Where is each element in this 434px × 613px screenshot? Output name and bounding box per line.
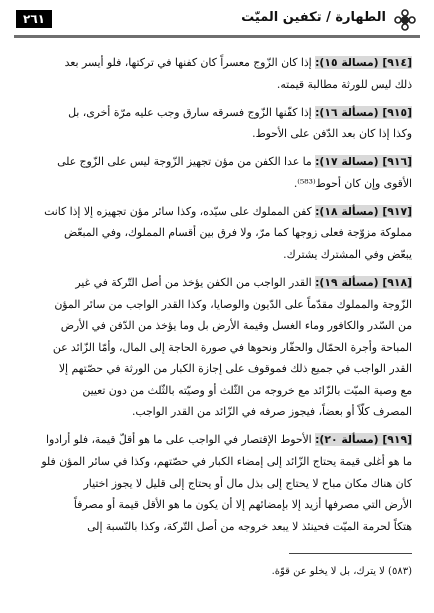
text-line: من السّدر والكافور وماء الغسل وقيمة الأرض بل وما يؤخذ من الدّفن في الأرض	[60, 319, 412, 333]
footnote: (٥٨٣) لا يترك، بل لا يخلو عن قوّة.	[271, 566, 412, 577]
issue-paragraph	[22, 102, 412, 145]
text-line	[22, 102, 412, 124]
issue-paragraph	[22, 201, 412, 266]
text-line: كان هناك مكان مباح لا يحتاج إلى بذل مال أو يحتاج إلى قليل لا يجوز اختيار	[83, 476, 412, 490]
footnote-separator	[289, 553, 412, 554]
text-line: القدر الواجب في جميع ذلك فموقوف على إجازة الكبار من الورثة في حصّتهم إلا	[58, 362, 412, 376]
text-line	[22, 272, 412, 294]
text-line: مملوكة مزوّجة فعلى زوجها كما مرّ، ولا فرق بين أقسام المملوك، وفي المبعّض	[64, 226, 412, 240]
text-line	[22, 201, 412, 223]
issue-paragraph	[22, 272, 412, 423]
text-line	[22, 52, 412, 74]
text-line: ما هو أغلى قيمة يحتاج الزّائد إلى إمضاء الكبار في حصّتهم، وكذا في سائر المؤن فلو	[41, 455, 412, 469]
line-text: القدر الواجب من الكفن يؤخذ من أصل التّركة في غير	[75, 275, 316, 289]
text-line: هتكاً لحرمة الميّت فحينئذ لا يبعد خروجه من أصل التّركة، وكذا بالنّسبة إلى	[87, 519, 412, 533]
text-line	[22, 151, 412, 173]
text-line: المصرف كلّاً أو بعضاً، فيجوز صرفه في الزّائد من القدر الواجب.	[131, 405, 412, 419]
page-number: ٢٦١	[16, 10, 52, 28]
issue-label: [٩١٩] (مسألة ٢٠):	[315, 433, 412, 447]
ornament-icon	[394, 9, 416, 31]
text-line: الأرض التي مصرفها أزيد إلا بإمضائهم إلا أن يكون ما هو الأقل قيمة أو مصرفاً	[73, 498, 412, 512]
line-text: كفن المملوك على سيّده، وكذا سائر مؤن تجهيزه إلا إذا كانت	[44, 204, 316, 218]
running-title: الطهارة / تكفين الميّت	[241, 10, 386, 25]
header-rule	[14, 35, 420, 38]
line-text: الأحوط الإقتصار في الواجب على ما هو أقلّ قيمة، فلو أرادوا	[46, 433, 316, 447]
issue-label: [٩١٥] (مسألة ١٦):	[315, 105, 412, 119]
text-line	[22, 429, 412, 451]
page-header	[14, 8, 420, 38]
issue-paragraph	[22, 429, 412, 537]
text-line: مع وصية الميّت بالزّائد مع خروجه من الثّلث أو وصيّته بالثّلث من دون تعيين	[82, 383, 412, 397]
issue-label: [٩١٤] (مسالة ١٥):	[315, 56, 412, 69]
text-line: الزّوجة والمملوك مقدّماً على الدّيون والوصايا، وكذا القدر الواجب من سائر المؤن	[54, 297, 412, 311]
text-line: وكذا إذا كان بعد الدّفن على الأحوط.	[252, 127, 412, 141]
line-text: إذا كان الزّوج معسراً كان كفنها في تركتها، فلو أيسر بعد	[64, 56, 316, 69]
issue-paragraph	[22, 52, 412, 95]
issue-paragraph	[22, 151, 412, 194]
text-line: ذلك ليس للورثة مطالبة قيمته.	[276, 77, 412, 91]
text-line: الأقوى وإن كان أحوط⁽⁵⁸³⁾.	[293, 176, 412, 190]
text-line: يبعّض وفي المشترك يشترك.	[283, 247, 412, 261]
line-text: ما عدا الكفن من مؤن تجهيز الزّوجة ليس على الزّوج على	[57, 155, 316, 169]
issue-label: [٩١٨] (مسألة ١٩):	[315, 275, 412, 289]
issue-label: [٩١٦] (مسالة ١٧):	[315, 155, 412, 169]
text-line: المباحة وأجرة الحمّال والحفّار ونحوها في صورة الحاجة إلى المال، وأمّا الزّائد عن	[52, 340, 412, 354]
issue-label: [٩١٧] (مسألة ١٨):	[315, 204, 412, 218]
line-text: إذا كفّنها الزّوج فسرقه سارق وجب عليه مرّة أخرى، بل	[68, 105, 316, 119]
body-text	[22, 52, 412, 544]
